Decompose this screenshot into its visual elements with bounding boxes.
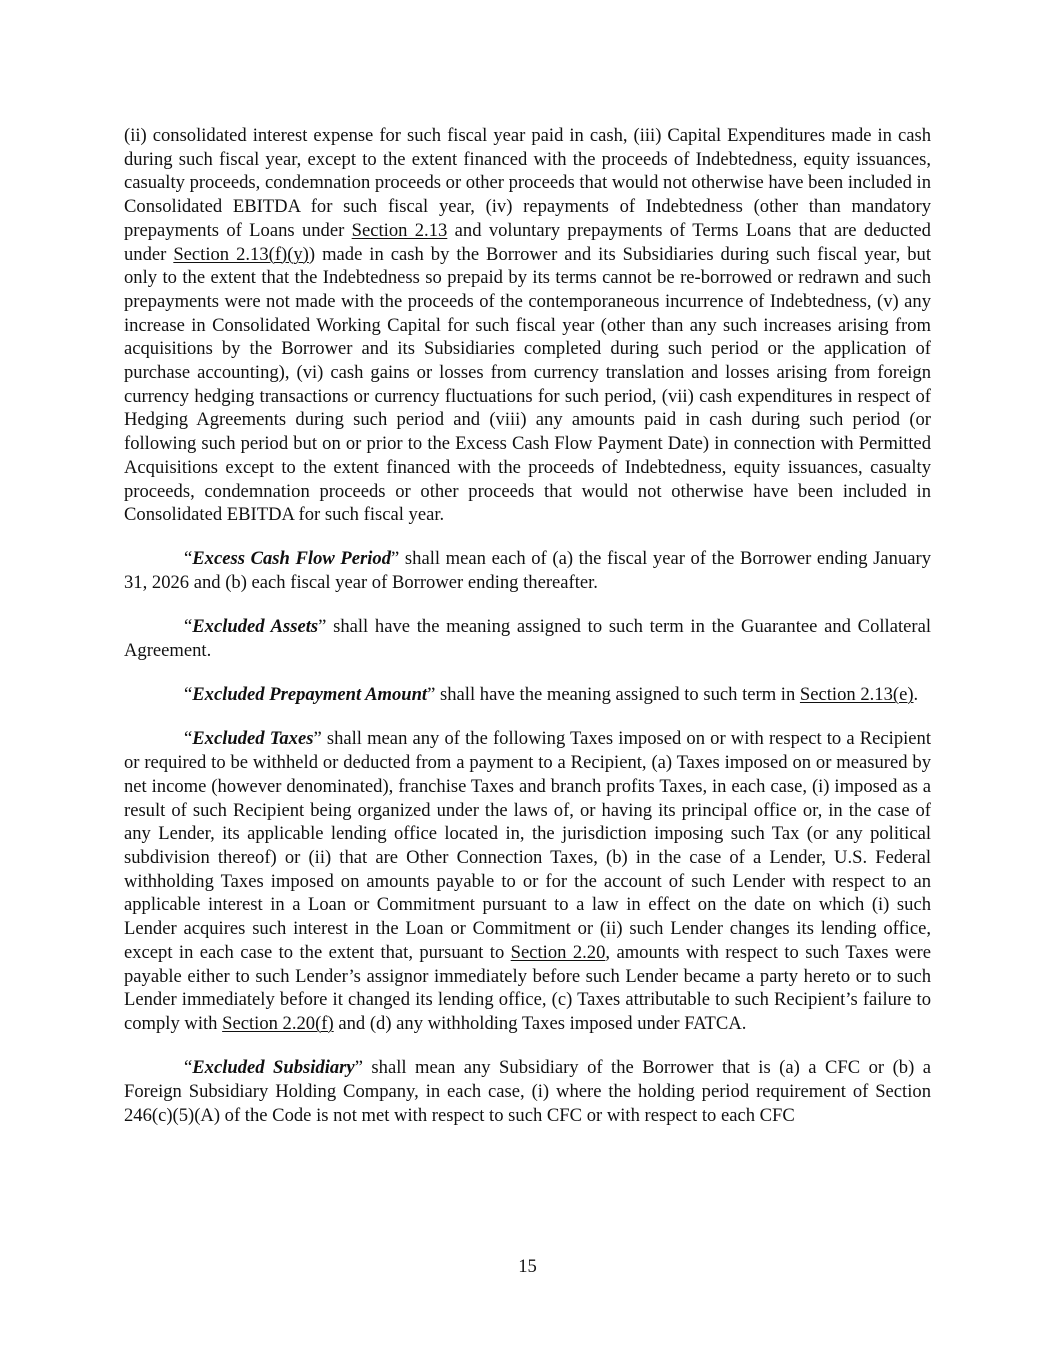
defined-term: Excluded Subsidiary [192, 1057, 355, 1079]
definition-excess-cash-flow-period [124, 547, 931, 594]
open-quote: “ [184, 548, 193, 570]
page-number: 15 [518, 1256, 537, 1277]
section-reference: Section 2.13(f)(y) [173, 243, 309, 265]
text: ) made in cash by the Borrower and its Subsidiaries during such fiscal year, but only to the extent that the Indebtedness so prepaid by its terms cannot be re-borrowed or redrawn and such prepayments were not made with the proceeds of the contemporaneous incurrence of Indebtedness, (v) any increase in Consolidated Working Capital for such fiscal year (other than any such increases arising from acquisitions by the Borrower and its Subsidiaries completed during such period or the application of purchase accounting), (vi) cash gains or losses from currency translation and losses arising from foreign currency hedging transactions or currency fluctuations for such period, (vii) cash expenditures in respect of Hedging Agreements during such period and (viii) any amounts paid in cash during such period (or following such period but on or prior to the Excess Cash Flow Payment Date) in connection with Permitted Acquisitions except to the extent financed with the proceeds of Indebtedness, equity issuances, casualty proceeds, condemnation proceeds or other proceeds that would not otherwise have been included in Consolidated EBITDA for such fiscal year. [124, 243, 932, 526]
paragraph-excess-cash-flow-continued [124, 124, 931, 527]
definition-excluded-subsidiary [124, 1056, 931, 1127]
definition-text: , amounts with respect to such Taxes were payable either to such Lender’s assignor immediately before such Lender became a party hereto or to such Lender immediately before it changed its lending office, (c) Taxes attributable to such Recipient’s failure to comply with [124, 941, 931, 1034]
section-reference: Section 2.13 [351, 219, 448, 241]
defined-term: Excluded Assets [192, 616, 319, 638]
definition-text: ” shall mean each of (a) the fiscal year of the Borrower ending January 31, 2026 and (b) each fiscal year of Borrower ending thereafter. [124, 548, 931, 594]
open-quote: “ [184, 1057, 193, 1079]
definition-text: and (d) any withholding Taxes imposed under FATCA. [333, 1012, 747, 1034]
open-quote: “ [184, 684, 193, 706]
document-page [124, 124, 931, 1148]
text: . [913, 684, 919, 706]
text: and voluntary prepayments of Terms Loans that are deducted under [124, 219, 931, 265]
section-reference: Section 2.13(e) [799, 684, 914, 706]
open-quote: “ [184, 616, 193, 638]
defined-term: Excess Cash Flow Period [192, 548, 392, 570]
text: (ii) consolidated interest expense for such fiscal year paid in cash, (iii) Capital Expenditures made in cash during such fiscal year, except to the extent financed with the proceeds of Indebtedness, equity issuances, casualty proceeds, condemnation proceeds or other proceeds that would not otherwise have been included in Consolidated EBITDA for such fiscal year, (iv) repayments of Indebtedness (other than mandatory prepayments of Loans under [124, 125, 932, 241]
definition-text: ” shall have the meaning assigned to such term in [427, 684, 800, 706]
definition-excluded-taxes [124, 727, 931, 1035]
section-reference: Section 2.20 [510, 941, 606, 963]
definition-text: ” shall mean any of the following Taxes imposed on or with respect to a Recipient or required to be withheld or deducted from a payment to a Recipient, (a) Taxes imposed on or measured by net income (however denominated), franchise Taxes and branch profits Taxes, in each case, (i) imposed as a result of such Recipient being organized under the laws of, or having its principal office or, in the case of any Lender, its applicable lending office located in, the jurisdiction imposing such Tax (or any political subdivision thereof) or (ii) that are Other Connection Taxes, (b) in the case of a Lender, U.S. Federal withholding Taxes imposed on amounts payable to or for the account of such Lender with respect to an applicable interest in a Loan or Commitment pursuant to a law in effect on the date on which (i) such Lender acquires such interest in the Loan or Commitment or (ii) such Lender changes its lending office, except in each case to the extent that, pursuant to [124, 728, 932, 963]
definition-text: ” shall have the meaning assigned to such term in the Guarantee and Collateral Agreement. [124, 616, 931, 662]
defined-term: Excluded Prepayment Amount [192, 684, 428, 706]
section-reference: Section 2.20(f) [222, 1012, 334, 1034]
definition-text: ” shall mean any Subsidiary of the Borrower that is (a) a CFC or (b) a Foreign Subsidiary Holding Company, in each case, (i) where the holding period requirement of Section 246(c)(5)(A) of the Code is not met with respect to such CFC or with respect to each CFC [124, 1057, 931, 1126]
definition-excluded-prepayment-amount [124, 683, 931, 707]
definition-excluded-assets [124, 615, 931, 662]
defined-term: Excluded Taxes [192, 728, 314, 750]
open-quote: “ [184, 728, 193, 750]
